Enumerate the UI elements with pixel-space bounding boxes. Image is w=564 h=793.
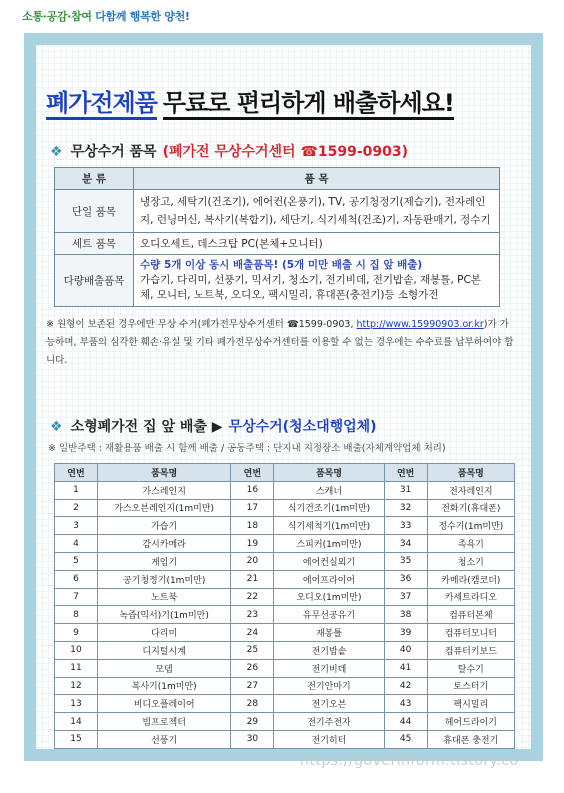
row-number-cell: 42: [384, 677, 427, 695]
note-text-before: ※ 원형이 보존된 경우에만 무상 수거(폐가전무상수거센터 ☎1599-0903,: [46, 319, 357, 330]
row-number-cell: 11: [55, 659, 98, 677]
item-name-cell: 휴대폰 충전기: [427, 730, 514, 748]
header-category: 분 류: [55, 168, 134, 190]
row-number-cell: 15: [55, 730, 98, 748]
row-number-cell: 10: [55, 641, 98, 659]
row-number-cell: 43: [384, 695, 427, 713]
item-name-cell: 스캐너: [274, 481, 384, 499]
small-appliance-table: [54, 463, 515, 749]
row-number-cell: 44: [384, 713, 427, 731]
row-number-cell: 18: [231, 517, 274, 535]
item-name-cell: 유무선공유기: [274, 606, 384, 624]
table-row: [55, 606, 515, 624]
item-name-cell: 전기안마기: [274, 677, 384, 695]
item-name-cell: 모뎀: [98, 659, 231, 677]
section1-highlight: (폐가전 무상수거센터 ☎1599-0903): [162, 144, 409, 160]
row-number-cell: 19: [231, 535, 274, 553]
header-no: 연번: [384, 464, 427, 482]
items-cell: [134, 255, 500, 307]
row-number-cell: 7: [55, 588, 98, 606]
item-name-cell: 다리미: [98, 624, 231, 642]
category-cell: 단일 품목: [55, 190, 134, 233]
item-name-cell: 가스레인지: [98, 481, 231, 499]
headline-part1: 폐가전제품: [46, 89, 157, 120]
poster-paper: [36, 45, 531, 749]
collection-note: [46, 316, 516, 370]
row-number-cell: 17: [231, 499, 274, 517]
row-number-cell: 38: [384, 606, 427, 624]
item-name-cell: 노트북: [98, 588, 231, 606]
item-name-cell: 감시카메라: [98, 535, 231, 553]
watermark: https://goverinform.tistory.co: [300, 753, 519, 769]
item-name-cell: 재봉틀: [274, 624, 384, 642]
table-row: [55, 695, 515, 713]
table-row: [55, 499, 515, 517]
item-name-cell: 정수기(1m미만): [427, 517, 514, 535]
item-name-cell: 가스오븐레인지(1m미만): [98, 499, 231, 517]
row-number-cell: 23: [231, 606, 274, 624]
row-number-cell: 37: [384, 588, 427, 606]
table-row: [55, 659, 515, 677]
row-number-cell: 16: [231, 481, 274, 499]
item-name-cell: 에어컨실외기: [274, 552, 384, 570]
bulk-highlight: 수량 5개 이상 동시 배출품목! (5개 미만 배출 시 집 앞 배출): [140, 259, 423, 271]
header-no: 연번: [55, 464, 98, 482]
row-number-cell: 24: [231, 624, 274, 642]
headline: [46, 83, 454, 118]
row-number-cell: 41: [384, 659, 427, 677]
section1-title: 무상수거 품목: [70, 144, 157, 160]
item-name-cell: 탈수기: [427, 659, 514, 677]
header-item: 품목명: [274, 464, 384, 482]
row-number-cell: 1: [55, 481, 98, 499]
category-cell: 다량배출품목: [55, 255, 134, 307]
row-number-cell: 21: [231, 570, 274, 588]
collection-center-link[interactable]: http://www.15990903.or.kr: [356, 319, 484, 330]
category-cell: 세트 품목: [55, 233, 134, 255]
item-name-cell: 토스터기: [427, 677, 514, 695]
brand-logo-text: 다함께 행복한 양천!: [95, 10, 190, 23]
row-number-cell: 8: [55, 606, 98, 624]
table-row: [55, 190, 500, 233]
item-name-cell: 녹즙(믹서)기(1m미만): [98, 606, 231, 624]
section1-heading: [50, 141, 408, 161]
items-cell: 오디오세트, 데스크탑 PC(본체+모니터): [134, 233, 500, 255]
table-row: [55, 677, 515, 695]
item-name-cell: 전기히터: [274, 730, 384, 748]
item-name-cell: 팩시밀리: [427, 695, 514, 713]
item-name-cell: 복사기(1m미만): [98, 677, 231, 695]
row-number-cell: 14: [55, 713, 98, 731]
row-number-cell: 9: [55, 624, 98, 642]
row-number-cell: 31: [384, 481, 427, 499]
table-row: [55, 713, 515, 731]
diamond-arrow-icon: ❖: [50, 419, 63, 435]
table-header-row: [55, 168, 500, 190]
item-name-cell: 전기오븐: [274, 695, 384, 713]
item-name-cell: 전자레인지: [427, 481, 514, 499]
row-number-cell: 30: [231, 730, 274, 748]
row-number-cell: 33: [384, 517, 427, 535]
free-collection-table: [54, 167, 500, 307]
header-no: 연번: [231, 464, 274, 482]
row-number-cell: 25: [231, 641, 274, 659]
row-number-cell: 20: [231, 552, 274, 570]
header-items: 품 목: [134, 168, 500, 190]
row-number-cell: 34: [384, 535, 427, 553]
item-name-cell: 카세트라디오: [427, 588, 514, 606]
item-name-cell: 카메라(캠코더): [427, 570, 514, 588]
item-name-cell: 식기세척기(1m미만): [274, 517, 384, 535]
row-number-cell: 22: [231, 588, 274, 606]
bulk-items: 가습기, 다리미, 선풍기, 믹서기, 청소기, 전기비데, 전기밥솥, 재봉틀, PC본체, 모니터, 노트북, 오디오, 팩시밀리, 휴대폰(충전기)등 소형가전: [140, 274, 481, 301]
row-number-cell: 4: [55, 535, 98, 553]
table-row: [55, 552, 515, 570]
header-item: 품목명: [427, 464, 514, 482]
section2-highlight: 무상수거(청소대행업체): [228, 419, 377, 435]
item-name-cell: 식기건조기(1m미만): [274, 499, 384, 517]
poster-frame: [24, 33, 543, 761]
table-header-row: [55, 464, 515, 482]
section2-title: 소형폐가전 집 앞 배출 ▶: [70, 419, 223, 435]
row-number-cell: 26: [231, 659, 274, 677]
table-row: [55, 517, 515, 535]
item-name-cell: 청소기: [427, 552, 514, 570]
table-row: [55, 570, 515, 588]
item-name-cell: 오디오(1m미만): [274, 588, 384, 606]
item-name-cell: 선풍기: [98, 730, 231, 748]
row-number-cell: 3: [55, 517, 98, 535]
top-slogan: [22, 8, 190, 24]
item-name-cell: 전기밥솥: [274, 641, 384, 659]
table-row: [55, 588, 515, 606]
table-row: [55, 535, 515, 553]
item-name-cell: 전기주전자: [274, 713, 384, 731]
table-row: [55, 255, 500, 307]
row-number-cell: 6: [55, 570, 98, 588]
item-name-cell: 전기비데: [274, 659, 384, 677]
section2-heading: [50, 416, 377, 436]
table-row: [55, 233, 500, 255]
item-name-cell: 스피커(1m미만): [274, 535, 384, 553]
item-name-cell: 전화기(휴대폰): [427, 499, 514, 517]
table-row: [55, 624, 515, 642]
diamond-arrow-icon: ❖: [50, 144, 63, 160]
row-number-cell: 35: [384, 552, 427, 570]
table-row: [55, 641, 515, 659]
row-number-cell: 28: [231, 695, 274, 713]
row-number-cell: 29: [231, 713, 274, 731]
item-name-cell: 족욕기: [427, 535, 514, 553]
item-name-cell: 컴퓨터키보드: [427, 641, 514, 659]
item-name-cell: 헤어드라이기: [427, 713, 514, 731]
item-name-cell: 컴퓨터모니터: [427, 624, 514, 642]
row-number-cell: 5: [55, 552, 98, 570]
row-number-cell: 13: [55, 695, 98, 713]
row-number-cell: 39: [384, 624, 427, 642]
items-cell: 냉장고, 세탁기(건조기), 에어컨(온풍기), TV, 공기청정기(제습기), 전자레인지, 런닝머신, 복사기(복합기), 세단기, 식기세척(건조)기, 자동판매기, 정수기: [134, 190, 500, 233]
item-name-cell: 게임기: [98, 552, 231, 570]
item-name-cell: 디지털시계: [98, 641, 231, 659]
item-name-cell: 비디오플레이어: [98, 695, 231, 713]
row-number-cell: 32: [384, 499, 427, 517]
row-number-cell: 12: [55, 677, 98, 695]
table-row: [55, 481, 515, 499]
item-name-cell: 빔프로젝터: [98, 713, 231, 731]
row-number-cell: 36: [384, 570, 427, 588]
header-item: 품목명: [98, 464, 231, 482]
note-text-after: )가 가능하며, 부품의 심각한 훼손·유실 및 기타 폐가전무상수거센터를 이용할 수 없는 경우에는 수수료를 납부하여야 합니다.: [46, 319, 514, 366]
slogan-text: 소통·공감·참여: [22, 10, 92, 23]
item-name-cell: 에어프라이어: [274, 570, 384, 588]
row-number-cell: 2: [55, 499, 98, 517]
row-number-cell: 40: [384, 641, 427, 659]
headline-part2: 무료로 편리하게 배출하세요!: [163, 89, 454, 120]
item-name-cell: 컴퓨터본체: [427, 606, 514, 624]
item-name-cell: 공기청정기(1m미만): [98, 570, 231, 588]
item-name-cell: 가습기: [98, 517, 231, 535]
row-number-cell: 27: [231, 677, 274, 695]
row-number-cell: 45: [384, 730, 427, 748]
section2-subtext: ※ 일반주택 : 재활용품 배출 시 함께 배출 / 공동주택 : 단지내 지정장소 배출(자체계약업체 처리): [48, 443, 446, 454]
table-row: [55, 730, 515, 748]
